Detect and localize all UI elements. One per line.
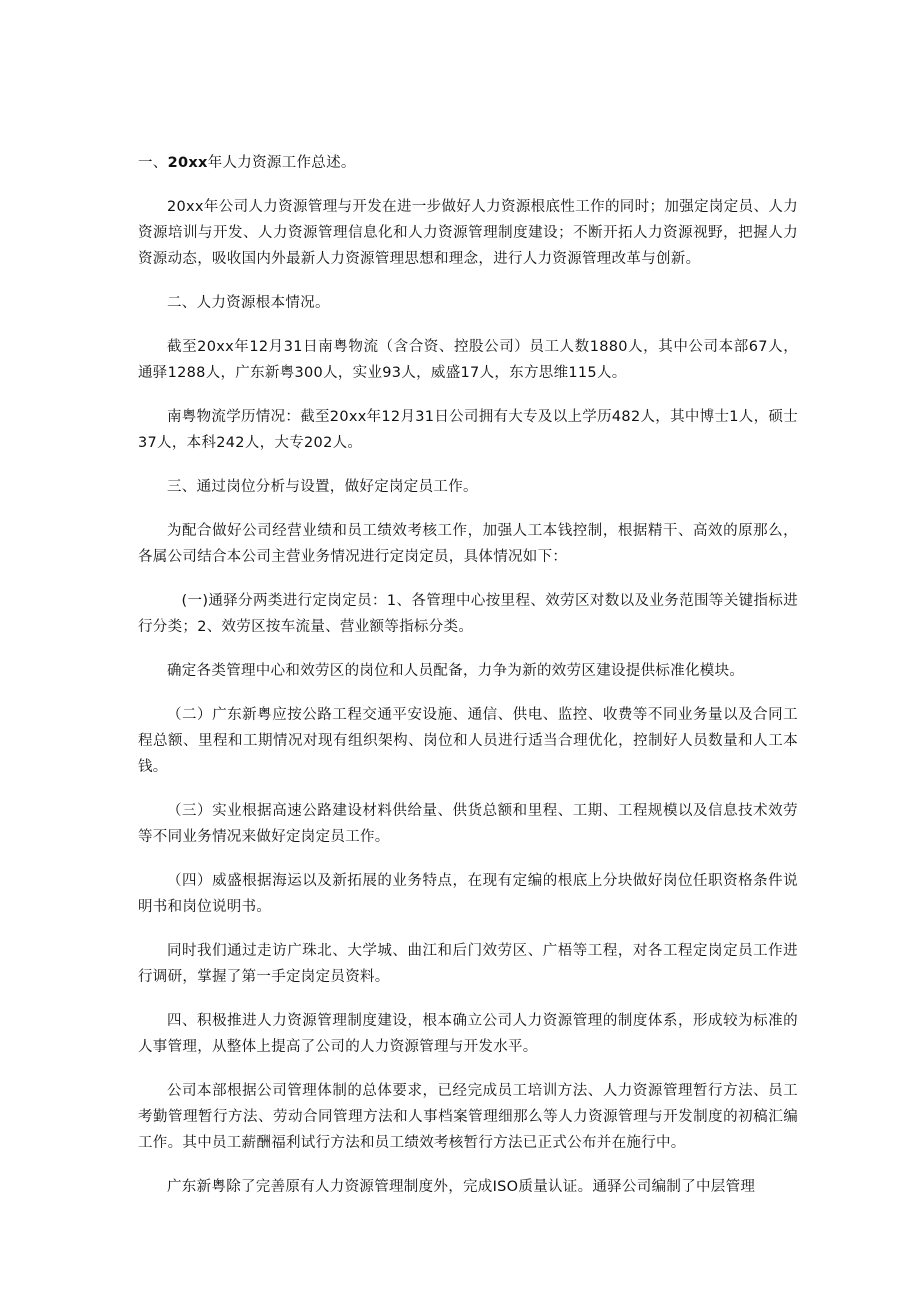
paragraph: 20xx年公司人力资源管理与开发在进一步做好人力资源根底性工作的同时；加强定岗定员、人力资源培训与开发、人力资源管理信息化和人力资源管理制度建设；不断开拓人力资源视野，把握人力资源动态，吸收国内外最新人力资源管理思想和理念，进行人力资源管理改革与创新。 bbox=[138, 199, 798, 267]
paragraph: 广东新粤除了完善原有人力资源管理制度外，完成ISO质量认证。通驿公司编制了中层管理 bbox=[167, 1179, 756, 1195]
paragraph: （二）广东新粤应按公路工程交通平安设施、通信、供电、监控、收费等不同业务量以及合同工程总额、里程和工期情况对现有组织架构、岗位和人员进行适当合理优化，控制好人员数量和人工本钱。 bbox=[138, 707, 798, 775]
paragraph: 南粤物流学历情况：截至20xx年12月31日公司拥有大专及以上学历482人，其中博士1人，硕士37人，本科242人，大专202人。 bbox=[138, 409, 799, 451]
heading-text: 年人力资源工作总述。 bbox=[207, 155, 356, 171]
section-heading-3: 三、通过岗位分析与设置，做好定岗定员工作。 bbox=[167, 479, 478, 495]
paragraph: 公司本部根据公司管理体制的总体要求，已经完成员工培训方法、人力资源管理暂行方法、员工考勤管理暂行方法、劳动合同管理方法和人事档案管理细那么等人力资源管理与开发制度的初稿汇编工作。其中员工薪酬福利试行方法和员工绩效考核暂行方法已正式公布并在施行中。 bbox=[138, 1083, 798, 1151]
document-body bbox=[138, 150, 798, 1218]
heading-year: 20xx bbox=[167, 155, 208, 171]
paragraph: (一)通驿分两类进行定岗定员：1、各管理中心按里程、效劳区对数以及业务范围等关键指标进行分类；2、效劳区按车流量、营业额等指标分类。 bbox=[138, 593, 798, 635]
heading-prefix: 一、 bbox=[138, 155, 168, 171]
paragraph: （三）实业根据高速公路建设材料供给量、供货总额和里程、工期、工程规模以及信息技术效劳等不同业务情况来做好定岗定员工作。 bbox=[138, 803, 798, 845]
paragraph: 同时我们通过走访广珠北、大学城、曲江和后门效劳区、广梧等工程，对各工程定岗定员工作进行调研，掌握了第一手定岗定员资料。 bbox=[138, 943, 798, 985]
paragraph: 截至20xx年12月31日南粤物流（含合资、控股公司）员工人数1880人，其中公司本部67人，通驿1288人，广东新粤300人，实业93人，威盛17人，东方思维115人。 bbox=[138, 339, 798, 381]
paragraph: 确定各类管理中心和效劳区的岗位和人员配备，力争为新的效劳区建设提供标准化模块。 bbox=[167, 663, 745, 679]
section-heading-1 bbox=[138, 150, 798, 176]
paragraph: （四）威盛根据海运以及新拓展的业务特点，在现有定编的根底上分块做好岗位任职资格条件说明书和岗位说明书。 bbox=[138, 873, 798, 915]
section-heading-2: 二、人力资源根本情况。 bbox=[167, 295, 330, 311]
paragraph: 为配合做好公司经营业绩和员工绩效考核工作，加强人工本钱控制，根据精干、高效的原那么，各属公司结合本公司主营业务情况进行定岗定员，具体情况如下： bbox=[138, 523, 798, 565]
section-heading-4: 四、积极推进人力资源管理制度建设，根本确立公司人力资源管理的制度体系，形成较为标准的人事管理，从整体上提高了公司的人力资源管理与开发水平。 bbox=[138, 1013, 798, 1055]
